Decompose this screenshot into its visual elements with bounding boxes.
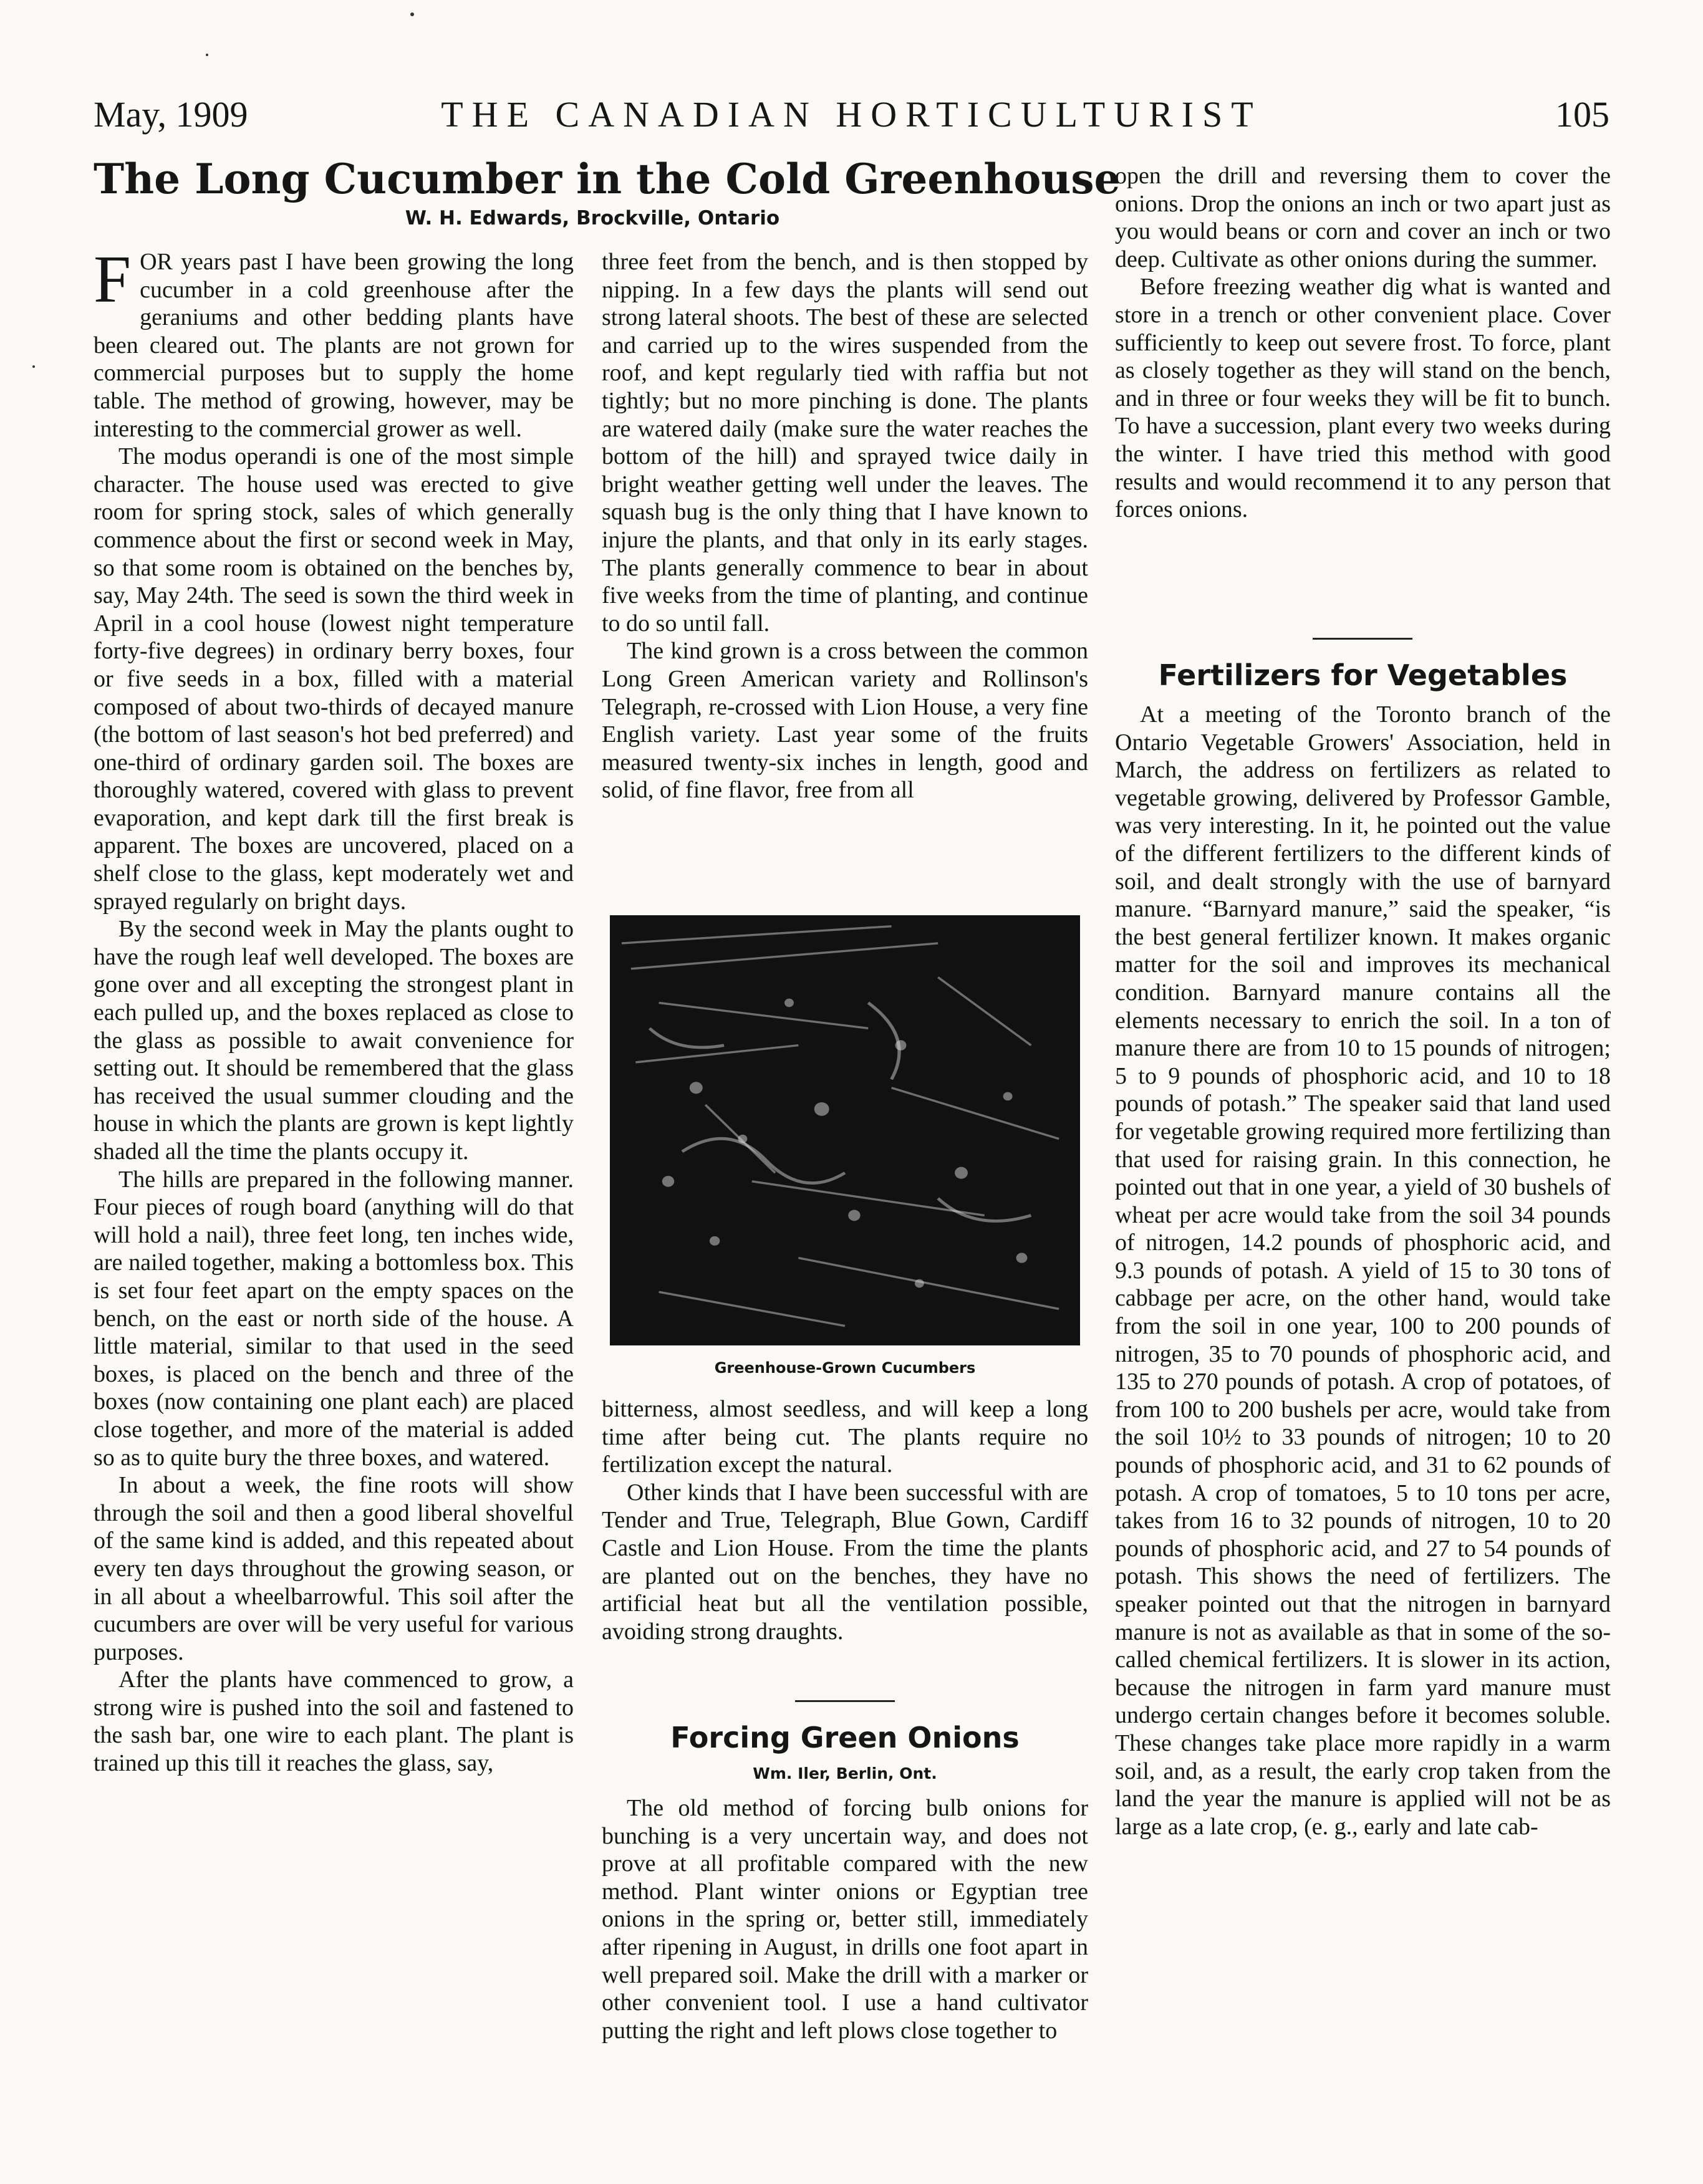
section-divider bbox=[1313, 638, 1412, 640]
column-3-fertilizers bbox=[1115, 701, 1611, 2104]
article-paragraph: Before freezing weather dig what is wanted and store in a trench or other convenient place. Cover sufficiently to keep out severe frost. To force, plant as closely together as they will stand on the bench, and in three or four weeks they will be fit to bunch. To have a succession, plant every two weeks during the winter. I have tried this method with good results and would recommend it to any person that forces onions. bbox=[1115, 274, 1611, 523]
article-title-fertilizers: Fertilizers for Vegetables bbox=[1158, 658, 1568, 692]
section-divider bbox=[795, 1700, 895, 1702]
article-paragraph: Other kinds that I have been successful with are Tender and True, Telegraph, Blue Gown, Cardiff Castle and Lion House. From the time the plants are planted out on the benches, they have no artificial heat but all the ventilation possible, avoiding strong draughts. bbox=[602, 1479, 1088, 1645]
publication-title: THE CANADIAN HORTICULTURIST bbox=[441, 94, 1262, 135]
running-head bbox=[94, 94, 1609, 137]
article-paragraph: open the drill and reversing them to cover the onions. Drop the onions an inch or two apart just as you would beans or corn and cover an inch or two deep. Cultivate as other onions during the summer. bbox=[1115, 163, 1611, 272]
article-paragraph: At a meeting of the Toronto branch of the Ontario Vegetable Growers' Association, held in March, the address on fertilizers as related to vegetable growing, delivered by Professor Gamble, was very interesting. In it, he pointed out the value of the different fertilizers to the different kinds of soil, and dealt strongly with the use of barnyard manure. “Barnyard manure,” said the speaker, “is the best general fertilizer known. It makes organic matter for the soil and improves its mechanical condition. Barnyard manure contains all the elements necessary to enrich the soil. In a ton of manure there are from 10 to 15 pounds of nitrogen; 5 to 9 pounds of phosphoric acid, and 10 to 18 pounds of potash.” The speaker said that land used for vegetable growing required more fertilizing than that used for raising grain. In this connection, he pointed out that in one year, a yield of 30 bushels of wheat per acre would take from the soil 34 pounds of nitrogen, 14.2 pounds of phosphoric acid, and 9.3 pounds of potash. A yield of 15 to 30 tons of cabbage per acre, on the other hand, would take from the soil in one year, 100 to 200 pounds of nitrogen, 35 to 70 pounds of phosphoric acid, and 135 to 270 pounds of potash. A crop of potatoes, of from 100 to 200 bushels per acre, would take from the soil 10½ to 33 pounds of nitrogen; 10 to 20 pounds of phosphoric acid, and 31 to 62 pounds of potash. A crop of tomatoes, 5 to 10 tons per acre, takes from 16 to 32 pounds of nitrogen, 10 to 20 pounds of phosphoric acid, and 27 to 54 pounds of potash. This shows the need of fertilizers. The speaker pointed out that the nitrogen in barnyard manure is not as available as that in some of the so-called chemical fertilizers. It is slower in its action, because the nitrogen in farm yard manure must undergo certain changes before it becomes soluble. These changes take place more rapidly in a warm soil, and, as a result, the early crop taken from the land the year the manure is applied will not be as large as a late crop, (e. g., early and late cab- bbox=[1115, 701, 1611, 1840]
article-paragraph: The hills are prepared in the following manner. Four pieces of rough board (anything will do that will hold a nail), three feet long, ten inches wide, are nailed together, making a bottomless box. This is set four feet apart on the empty spaces on the bench, on the east or north side of the house. A little material, similar to that used in the seed boxes, is placed on the bench and three of the boxes (now containing one plant each) are placed close together, and more of the material is added so as to quite bury the three boxes, and watered. bbox=[94, 1166, 574, 1471]
article-paragraph: By the second week in May the plants ought to have the rough leaf well developed. The boxes are gone over and all excepting the strongest plant in each pulled up, and the boxes replaced as close to the glass as possible to await convenience for setting out. It should be remembered that the glass has received the usual summer clouding and the house in which the plants are grown is kept lightly shaded all the time the plants occupy it. bbox=[94, 916, 574, 1165]
column-2-bottom bbox=[602, 1395, 1088, 1691]
column-1 bbox=[94, 248, 574, 2100]
column-2-top bbox=[602, 248, 1088, 903]
print-speck bbox=[410, 12, 414, 16]
article-paragraph: After the plants have commenced to grow, a strong wire is pushed into the soil and fastened to the sash bar, one wire to each plant. The plant is trained up this till it reaches the glass, say, bbox=[94, 1667, 574, 1777]
page-number: 105 bbox=[1555, 94, 1609, 135]
article-paragraph: The modus operandi is one of the most simple character. The house used was erected to give room for spring stock, sales of which generally commence about the first or second week in May, so that some room is obtained on the benches by, say, May 24th. The seed is sown the third week in April in a cool house (lowest night temperature forty-five degrees) in ordinary berry boxes, four or five seeds in a box, filled with a material composed of about two-thirds of decayed manure (the bottom of last season's hot bed preferred) and one-third of ordinary garden soil. The boxes are thoroughly watered, covered with glass to prevent evaporation, and kept dark till the first break is apparent. The boxes are uncovered, placed on a shelf close to the glass, kept moderately wet and sprayed regularly on bright days. bbox=[94, 443, 574, 915]
article-paragraph: FOR years past I have been growing the long cucumber in a cold greenhouse after the geraniums and other bedding plants have been cleared out. The plants are not grown for commercial purposes but to supply the home table. The method of growing, however, may be interesting to the commercial grower as well. bbox=[94, 248, 574, 442]
article-paragraph: The old method of forcing bulb onions for bunching is a very uncertain way, and does not prove at all profitable compared with the new method. Plant winter onions or Egyptian tree onions in the spring or, better still, immediately after ripening in August, in drills one foot apart in well prepared soil. Make the drill with a marker or other convenient tool. I use a hand cultivator putting the right and left plows close together to bbox=[602, 1795, 1088, 2044]
column-2-onions bbox=[602, 1794, 1088, 2106]
article-title-cucumber: The Long Cucumber in the Cold Greenhouse bbox=[94, 155, 1121, 203]
column-3-onions bbox=[1115, 162, 1611, 623]
article-paragraph: The kind grown is a cross between the common Long Green American variety and Rollinson's Telegraph, re-crossed with Lion House, a very fine English variety. Last year some of the fruits measured twenty-six inches in length, good and solid, of fine flavor, free from all bbox=[602, 638, 1088, 804]
drop-cap: F bbox=[94, 248, 132, 317]
issue-date: May, 1909 bbox=[94, 94, 248, 135]
article-paragraph: In about a week, the fine roots will show through the soil and then a good liberal shovelful of the same kind is added, and this repeated about every ten days throughout the growing season, or in all about a wheelbarrowful. This soil after the cucumbers are over will be very useful for various purposes. bbox=[94, 1472, 574, 1665]
photo-halftone bbox=[612, 918, 1078, 1343]
article-paragraph: three feet from the bench, and is then stopped by nipping. In a few days the plants will send out strong lateral shoots. The best of these are selected and carried up to the wires suspended from the roof, and kept regularly tied with raffia but not tightly; but no more pinching is done. The plants are watered daily (make sure the water reaches the bottom of the hill) and sprayed twice daily in bright weather getting well under the leaves. The squash bug is the only thing that I have known to injure the plants, and that only in its early stages. The plants generally commence to bear in about five weeks from the time of planting, and continue to do so until fall. bbox=[602, 249, 1088, 637]
print-speck bbox=[32, 365, 35, 368]
article-paragraph: bitterness, almost seedless, and will keep a long time after being cut. The plants require no fertilization except the natural. bbox=[602, 1396, 1088, 1478]
print-speck bbox=[206, 54, 208, 56]
article-byline-cucumber: W. H. Edwards, Brockville, Ontario bbox=[405, 207, 780, 229]
photo-caption: Greenhouse-Grown Cucumbers bbox=[714, 1359, 976, 1377]
greenhouse-cucumbers-photo bbox=[610, 915, 1080, 1345]
article-byline-onions: Wm. Iler, Berlin, Ont. bbox=[753, 1764, 937, 1782]
article-title-onions: Forcing Green Onions bbox=[670, 1721, 1020, 1754]
